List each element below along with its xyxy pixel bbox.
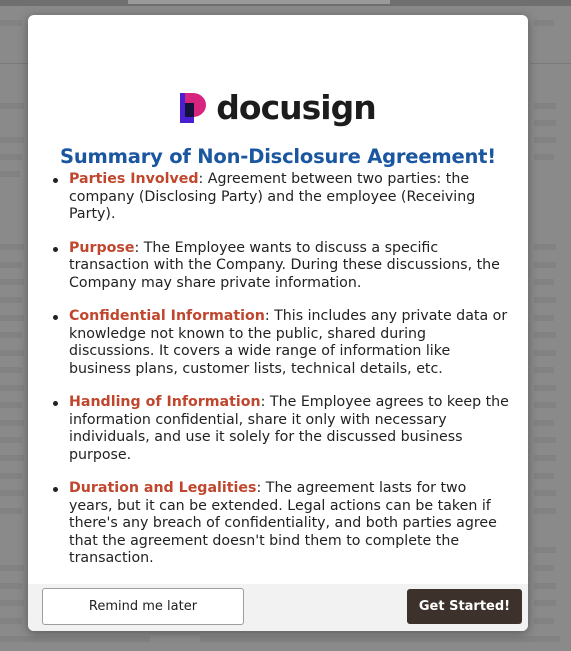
background-text	[0, 636, 150, 642]
background-text	[534, 455, 556, 461]
bullet-dot-icon	[53, 247, 58, 252]
background-text	[534, 154, 554, 160]
background-text	[534, 473, 554, 479]
background-text	[0, 20, 22, 26]
background-text	[534, 420, 554, 426]
background-text	[534, 332, 556, 338]
background-text	[534, 103, 556, 109]
background-text	[200, 636, 560, 642]
background-text	[0, 279, 24, 285]
background-text	[0, 244, 24, 250]
item-text: : The Employee wants to discuss a specific transaction with the Company. During these discussions, the Company may share private information.	[69, 239, 500, 291]
background-text	[534, 262, 556, 268]
background-text	[0, 367, 22, 373]
background-text	[534, 350, 556, 356]
item-term: Handling of Information	[69, 394, 261, 410]
background-text	[0, 583, 22, 589]
background-text	[0, 171, 20, 177]
background-text	[0, 103, 24, 109]
background-text	[534, 244, 556, 250]
background-text	[534, 508, 556, 514]
background-text	[534, 20, 554, 26]
summary-list	[69, 171, 509, 584]
background-text	[534, 618, 554, 624]
item-text: : The Employee agrees to keep the information confidential, share it only with necessary individuals, and use it solely for the discussed business purpose.	[69, 394, 509, 463]
background-text	[0, 473, 22, 479]
list-item	[69, 480, 509, 568]
background-text	[534, 565, 554, 571]
background-text	[534, 385, 556, 391]
list-item	[69, 240, 509, 293]
brand-name: docusign	[216, 88, 376, 127]
background-text	[0, 618, 22, 624]
background-text	[534, 297, 556, 303]
background-text	[534, 547, 556, 553]
background-text	[0, 262, 22, 268]
list-item	[69, 171, 509, 224]
background-text	[0, 565, 24, 571]
list-item	[69, 394, 509, 464]
background-text	[534, 402, 556, 408]
background-text	[534, 315, 554, 321]
list-item	[69, 308, 509, 378]
bullet-dot-icon	[53, 178, 58, 183]
background-text	[0, 385, 24, 391]
docusign-logo-icon	[180, 93, 207, 123]
background-text	[0, 332, 22, 338]
item-term: Parties Involved	[69, 171, 199, 187]
bullet-dot-icon	[53, 487, 58, 492]
nda-summary-modal	[28, 15, 528, 631]
background-rule	[530, 63, 571, 64]
bullet-dot-icon	[53, 401, 58, 406]
modal-title: Summary of Non-Disclosure Agreement!	[60, 145, 496, 168]
background-text	[0, 154, 22, 160]
item-term: Duration and Legalities	[69, 480, 257, 496]
remind-me-later-button[interactable]: Remind me later	[42, 588, 244, 625]
background-text	[0, 315, 24, 321]
modal-footer	[28, 584, 528, 631]
item-term: Purpose	[69, 239, 135, 256]
item-text: : Agreement between two parties: the company (Disclosing Party) and the employee (Receiving Party).	[69, 171, 476, 222]
background-text	[0, 455, 24, 461]
background-text	[534, 600, 556, 606]
item-term: Confidential Information	[69, 308, 265, 324]
brand-logo	[28, 89, 528, 127]
background-text	[534, 437, 556, 443]
background-text	[534, 137, 556, 143]
item-text: : This includes any private data or knowledge not known to the public, shared during discussions. It covers a wide range of information like business plans, customer lists, technical details, etc.	[69, 308, 508, 377]
background-text	[0, 437, 22, 443]
get-started-button[interactable]: Get Started!	[407, 589, 522, 624]
background-text	[0, 402, 22, 408]
background-text	[0, 420, 24, 426]
bullet-dot-icon	[53, 315, 58, 320]
item-text: : The agreement lasts for two years, but it can be extended. Legal actions can be taken if there's any breach of confidentiality, and both parties agree that the agreement doesn't bind them to complete the transaction.	[69, 480, 497, 566]
background-text	[534, 279, 554, 285]
background-text	[0, 508, 22, 514]
background-text	[0, 137, 24, 143]
background-text	[534, 490, 556, 496]
background-text	[0, 350, 24, 356]
background-text	[0, 490, 24, 496]
background-text	[534, 120, 556, 126]
background-tab	[128, 0, 390, 4]
background-text	[534, 583, 556, 589]
background-text	[534, 367, 554, 373]
background-text	[0, 600, 24, 606]
background-text	[0, 297, 22, 303]
